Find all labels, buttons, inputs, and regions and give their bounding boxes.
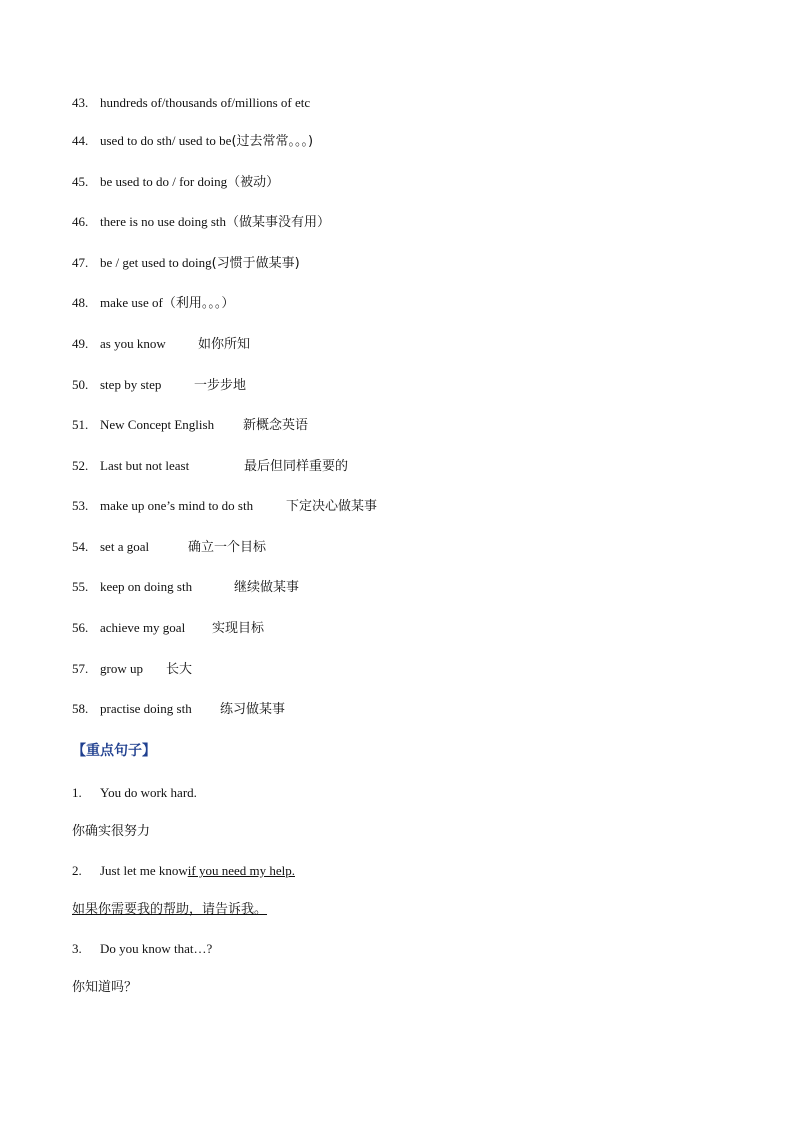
- phrase-item: [72, 617, 264, 639]
- sentence-item: [72, 782, 197, 804]
- phrase-english: there is no use doing sth: [100, 214, 227, 229]
- phrase-item: [72, 576, 299, 598]
- phrase-item: [72, 698, 285, 720]
- phrase-chinese: (过去常常。。。): [231, 134, 314, 149]
- phrase-chinese: 实现目标: [212, 621, 265, 636]
- phrase-english: keep on doing sth: [100, 579, 193, 594]
- phrase-english: make up one’s mind to do sth: [100, 498, 254, 513]
- phrase-english: set a goal: [100, 539, 150, 554]
- section-heading: 【重点句子】: [72, 743, 156, 759]
- sentence-translation: 如果你需要我的帮助，请告诉我。: [72, 902, 268, 917]
- phrase-item: [72, 333, 250, 355]
- phrase-chinese: 最后但同样重要的: [244, 459, 349, 474]
- phrase-number: 43.: [72, 95, 89, 110]
- sentence-english-underlined: if you need my help.: [187, 863, 295, 878]
- sentence-item: [72, 860, 295, 882]
- phrase-english: grow up: [100, 661, 143, 676]
- phrase-number: 53.: [72, 498, 89, 513]
- phrase-number: 52.: [72, 458, 89, 473]
- phrase-english: New Concept English: [100, 417, 215, 432]
- sentence-english: You do work hard.: [100, 785, 197, 800]
- phrase-english: practise doing sth: [100, 701, 192, 716]
- phrase-number: 44.: [72, 133, 89, 148]
- phrase-english: hundreds of/thousands of/millions of etc: [100, 95, 311, 110]
- phrase-number: 50.: [72, 377, 89, 392]
- phrase-chinese: 长大: [166, 662, 193, 677]
- phrase-english: achieve my goal: [100, 620, 186, 635]
- phrase-number: 56.: [72, 620, 89, 635]
- phrase-item: [72, 414, 308, 436]
- phrase-item: [72, 92, 310, 114]
- phrase-number: 51.: [72, 417, 89, 432]
- sentence-english: Do you know that…?: [100, 941, 213, 956]
- phrase-chinese: 一步步地: [194, 378, 247, 393]
- phrase-chinese: (习惯于做某事): [211, 256, 300, 271]
- phrase-item: [72, 455, 348, 477]
- phrase-item: [72, 536, 266, 558]
- phrase-number: 55.: [72, 579, 89, 594]
- phrase-english: as you know: [100, 336, 166, 351]
- sentence-item: [72, 938, 212, 960]
- phrase-item: [72, 495, 377, 517]
- sentence-number: 1.: [72, 785, 82, 800]
- phrase-number: 47.: [72, 255, 89, 270]
- phrase-chinese: 继续做某事: [234, 580, 300, 595]
- phrase-english: be / get used to doing: [100, 255, 212, 270]
- phrase-chinese: 确立一个目标: [188, 540, 267, 555]
- phrase-item: [72, 130, 313, 152]
- phrase-english: Last but not least: [100, 458, 190, 473]
- phrase-english: make use of: [100, 295, 163, 310]
- sentence-translation: 你确实很努力: [72, 824, 151, 839]
- phrase-number: 45.: [72, 174, 89, 189]
- phrase-item: [72, 171, 279, 193]
- phrase-item: [72, 374, 246, 396]
- sentence-english: Just let me know: [100, 863, 188, 878]
- phrase-chinese: 下定决心做某事: [286, 499, 378, 514]
- phrase-english: be used to do / for doing: [100, 174, 228, 189]
- phrase-number: 58.: [72, 701, 89, 716]
- phrase-number: 54.: [72, 539, 89, 554]
- phrase-item: [72, 252, 300, 274]
- phrase-item: [72, 211, 330, 233]
- phrase-chinese: （利用。。。）: [162, 296, 235, 311]
- phrase-item: [72, 292, 234, 314]
- phrase-chinese: （做某事没有用）: [226, 215, 331, 230]
- sentence-translation: 你知道吗？: [72, 980, 138, 995]
- phrase-chinese: 练习做某事: [220, 702, 286, 717]
- phrase-english: step by step: [100, 377, 162, 392]
- phrase-number: 46.: [72, 214, 89, 229]
- phrase-item: [72, 658, 192, 680]
- sentence-number: 2.: [72, 863, 82, 878]
- phrase-number: 49.: [72, 336, 89, 351]
- phrase-number: 57.: [72, 661, 89, 676]
- phrase-chinese: （被动）: [227, 175, 280, 190]
- phrase-english: used to do sth/ used to be: [100, 133, 232, 148]
- sentence-number: 3.: [72, 941, 82, 956]
- phrase-chinese: 如你所知: [198, 337, 251, 352]
- phrase-number: 48.: [72, 295, 89, 310]
- phrase-chinese: 新概念英语: [243, 418, 309, 433]
